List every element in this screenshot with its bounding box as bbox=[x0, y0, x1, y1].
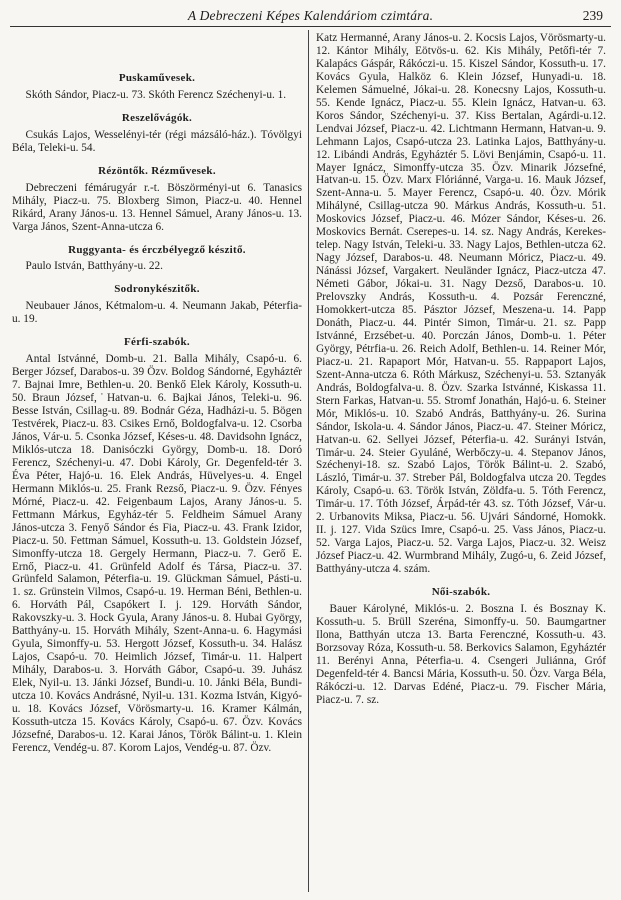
running-head-title: A Debreczeni Képes Kalendáriom czimtára. bbox=[187, 8, 434, 23]
header-rule bbox=[10, 26, 611, 27]
section-paragraph: Neubauer János, Kétmalom-u. 4. Neumann Jakab, Péterfia-u. 19. bbox=[12, 300, 302, 326]
section-paragraph: Skóth Sándor, Piacz-u. 73. Skóth Ferencz Széchenyi-u. 1. bbox=[25, 88, 287, 101]
section-paragraph: Debreczeni fémárugyár r.-t. Böszörményi-ut 6. Tanasics Mihály, Piacz-u. 75. Bloxberg Simon, Piacz-u. 40. Hennel Rikárd, Arany János-u. 13. Hennel Sámuel, Arany János-u. 13. Varga János, Szent-Anna-utcza 6. bbox=[12, 181, 302, 233]
page-number: 239 bbox=[582, 8, 603, 23]
section-paragraph: Paulo István, Batthyány-u. 22. bbox=[25, 260, 163, 273]
section-heading: Rézöntők. Rézművesek. bbox=[98, 164, 216, 177]
right-column bbox=[316, 32, 606, 707]
section-paragraph: Bauer Károlyné, Miklós-u. 2. Boszna I. és Bosznay K. Kossuth-u. 5. Brüll Szeréna, Simonffy-u. 50. Baumgartner Ilona, Batthyán utcza 13. Barta Ferenczné, Kossuth-u. 43. Borzsovay Róza, Kossuth-u. 58. Berkovics Salamon, Egyháztér 11. Berényi Anna, Péterfia-u. 4. Csengeri Juliánna, Gróf Degenfeld-tér 4. Bancsi Mária, Kossuth-u. 50. Özv. Varga Béla, Rákóczi-u. 12. Darvas Edéné, Piacz-u. 79. Fischer Mária, Piacz-u. 7. sz. bbox=[316, 602, 606, 706]
section-heading: Férfi-szabók. bbox=[124, 336, 190, 349]
left-column bbox=[12, 32, 302, 755]
section-heading: Ruggyanta- és érczbélyegző készitő. bbox=[68, 243, 246, 256]
section-heading: Női-szabók. bbox=[431, 586, 491, 599]
section-paragraph: Csukás Lajos, Wesselényi-tér (régi mázsáló-ház.). Tóvölgyi Béla, Teleki-u. 54. bbox=[12, 128, 302, 154]
section-heading: Sodronykészitők. bbox=[114, 283, 200, 296]
section-heading: Puskaművesek. bbox=[118, 72, 196, 84]
column-divider bbox=[308, 30, 309, 892]
section-paragraph: Antal Istvánné, Domb-u. 21. Balla Mihály, Csapó-u. 6. Berger József, Darabos-u. 39 Özv. Boldog Sándorné, Egyházté̇r 7. Bajnai Imre, Bethlen-u. 20. Benkő Elek Károly, Kossuth-u. 50. Braun József,˙Hatvan-u. 6. Bajkai János, Teleki-u. 96. Besse István, Csillag-u. 89. Bodnár Géza, Hadházi-u. 5. Bögen Testvérek, Piacz-u. 83. Csikes Ernő, Boldogfalva-u. 12. Csorba János, Vár-u. 5. Csonka József, Késes-u. 48. Davidsohn Ignácz, Miklós-utcza 18. Danisóczki György, Domb-u. 18. Doró Ferencz, Széchenyi-u. 47. Dobi Károly, Gr. Degenfeld-tér 3. Éva Péter, Hajó-u. 16. Elek András, Hüvelyes-u. 4. Engel Hermann Miklós-u. 25. Frank Rezső, Piacz-u. 9. Özv. Fényes Mórné, Piacz-u. 42. Feigenbaum Lajos, Arany János-u. 5. Fettmann Márkus, Egyház-tér 5. Feldheim Sámuel Arany János-utcza 3. Fenyő Sándor és Fia, Piacz-u. 43. Frank Izidor, Piacz-u. 50. Fettman Sámuel, Kossuth-u. 13. Goldstein József, Simonffy-utcza 18. Gergely Hermann, Piacz-u. 7. Gerő E. Ernő, Piacz-u. 41. Grünfeld Adolf és Társa, Piacz-u. 37. Grünfeld Salamon, Péterfia-u. 19. Glückman Sámuel, Pásti-u. 1. sz. Grünstein Vilmos, Csapó-u. 19. Herman Béni, Bethlen-u. 6. Horváth Pál, Csapókert I. j. 129. Horváth Sándor, Rakovszky-u. 3. Hock Gyula, Arany János-u. 8. Hubai György, Batthyány-u. 15. Horváth Mihály, Szent-Anna-u. 6. Hagymási Gyula, Simonffy-u. 53. Hergott József, Kossuth-u. 34. Halász Lajos, Csapó-u. 70. Heimlich József, Timár-u. 11. Halpert Mihály, Darabos-u. 3. Horváth Gábor, Csapó-u. 39. Juhász Elek, Nyil-u. 13. Jánki József, Bundi-u. 10. Jánki Béla, Bundi-utcza 10. Kovács Andrásné, Nyil-u. 131. Kozma István, Kigyó-u. 18. Kovács József, Vörösmarty-u. 16. Kramer Kálmán, Kossuth-utcza 15. Kovács Károly, Csapó-u. 67. Özv. Kovács Józsefné, Darabos-u. 12. Karai János, Török Bálint-u. 1. Klein Ferencz, Vendég-u. 87. Korom Lajos, Vendég-u. 87. Özv. bbox=[12, 353, 302, 754]
section-heading: Reszelővágók. bbox=[121, 111, 193, 124]
continued-paragraph: Katz Hermanné, Arany János-u. 2. Kocsis Lajos, Vörösmarty-u. 12. Kántor Mihály, Eötvös-u. 62. Kis Mihály, Petőfi-tér 7. Kalapács Gáspár, Rákóczi-u. 15. Kiszel Sándor, Kossuth-u. 17. Kovács Gyula, Halköz 6. Klein József, Hunyadi-u. 18. Kelemen Sámuelné, Jókai-u. 28. Konecsny Lajos, Kossuth-u. 55. Kende Ignácz, Piacz-u. 55. Klein Ignácz, Hatvan-u. 63. Koros Sándor, Széchenyi-u. 37. Kiss Bertalan, Agárdi-u.12. Lendvai József, Piacz-u. 42. Lichtmann Hermann, Hatvan-u. 9. Lehmann Lajos, Csapó-utcza 23. Latinka Lajos, Batthyány-u. 12. Libándi András, Egyháztér 5. Lövi Benjámin, Csapó-u. 11. Mayer Ignácz, Simonffy-utcza 35. Özv. Minarik Józsefné, Hatvan-u. 15. Özv. Marx Flóriánné, Varga-u. 16. Mauk József, Szent-Anna-u. 5. Mayer Ferencz, Csapó-u. 40. Özv. Mórik Mihályné, Csillag-utcza 90. Márkus András, Kossuth-u. 51. Moskovics József, Piacz-u. 46. Mózer Sándor, Késes-u. 26. Moskovics Bernát. Cserepes-u. 14. sz. Nagy András, Kerekes-telep. Nagy István, Teleki-u. 33. Nagy Lajos, Bethlen-utcza 62. Nagy József, Darabos-u. 48. Neumann Móricz, Piacz-u. 49. Nánássi József, Vargakert. Neuländer Ignácz, Piacz-utcza 47. Németi Gábor, Jókai-u. 31. Nagy Dezső, Darabos-u. 10. Prelovszky András, Kossuth-u. 4. Pozsár Ferenczné, Homokkert-utcza 85. Pásztor József, Meszena-u. 14. Papp Donáth, Piacz-u. 44. Pintér Simon, Timár-u. 21. sz. Papp Istvánné, Erzsébet-u. 40. Porczán János, Domb-u. 1. Péter György, Pétrfia-u. 26. Reich Adolf, Bethlen-u. 14. Reiner Mór, Piacz-u. 21. Rapaport Mór, Hatvan-u. 55. Rappaport Lajos, Szent-Anna-utcza 6. Róth Márkusz, Széchenyi-u. 53. Sztanyák András, Boldogfalva-u. 8. Özv. Szarka Istvánné, Kiskassa 11. Stern Farkas, Hatvan-u. 55. Stromf Jonathán, Hajó-u. 6. Steiner Mór, Miklós-u. 10. Szabó András, Batthyány-u. 26. Surina Sándor, Iskola-u. 4. Sándor János, Piacz-u. 47. Steiner Móricz, Hatvan-u. 62. Sellyei József, Péterfia-u. 42. Surányi István, Timár-u. 24. Steier Gyuláné, Werbőczy-u. 4. Stepanov János, Széchenyi-18. sz. Szabó Lajos, Török Bálint-u. 2. Szabó, László, Timár-u. 37. Streber Pál, Boldogfalva utcza 20. Tegdes Károly, Csapó-u. 63. Török István, Zöldfa-u. 5. Tóth Ferencz, Timár-u. 17. Tóth József, Árpád-tér 43. sz. Tóth József, Vár-u. 2. Urbanovits Miksa, Piacz-u. 56. Ujvári Sándorné, Homokk. II. j. 127. Vida Szücs Imre, Csapó-u. 25. Vass János, Piacz-u. 52. Varga Lajos, Piacz-u. 52. Varga Lajos, Piacz-u. 32. Weisz József Piacz-u. 42. Wurmbrand Mihály, Zugó-u, 6. Zeid József, Batthyány-utcza 4. szám. bbox=[316, 32, 606, 576]
